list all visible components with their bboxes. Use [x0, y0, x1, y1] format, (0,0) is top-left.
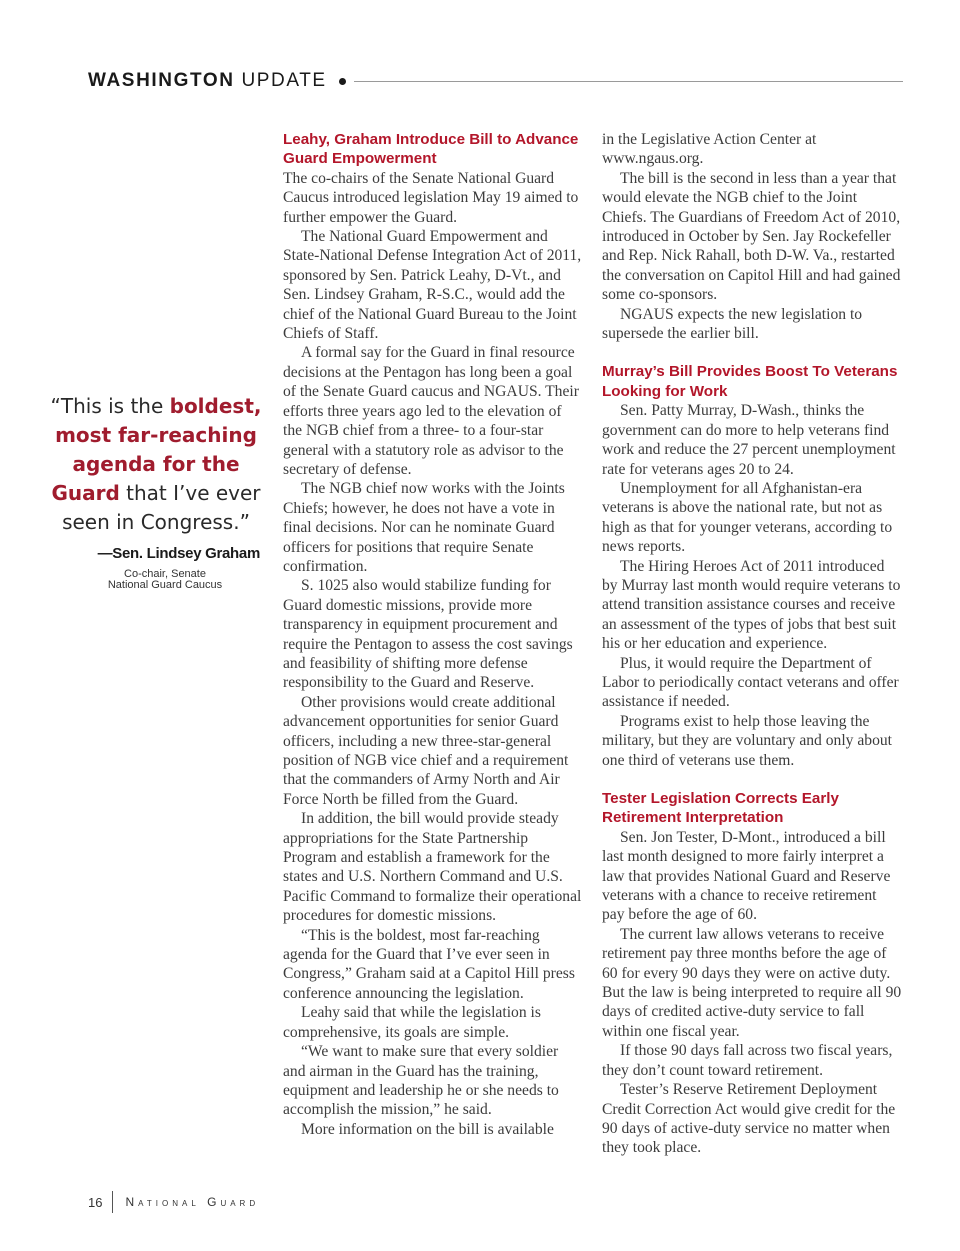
article-paragraph: “We want to make sure that every soldier and airman in the Guard has the training, equipment and leadership he or she needs to accomplish the mission,” he said.: [283, 1043, 559, 1119]
article-paragraph: Plus, it would require the Department of Labor to periodically contact veterans and offer assistance if needed.: [602, 654, 899, 711]
article-column-left: [283, 130, 583, 1139]
publication-name: National Guard: [125, 1195, 260, 1209]
article-paragraph: The bill is the second in less than a year that would elevate the NGB chief to the Joint Chiefs. The Guardians of Freedom Act of 2010, introduced in October by Sen. Jay Rockefeller and Rep. Nick Rahall, both D-W. Va., restarted the conversation on Capitol Hill and had gained some co-sponsors.: [602, 169, 901, 304]
section-spacer: [602, 770, 902, 789]
article-heading-leahy-graham: Leahy, Graham Introduce Bill to Advance Guard Empowerment: [283, 131, 579, 168]
article-paragraph: If those 90 days fall across two fiscal years, they don’t count toward retirement.: [602, 1042, 893, 1079]
article-paragraph: The current law allows veterans to receive retirement pay three months before the age of 60 for every 90 days they were on active duty. But the law is being interpreted to require all 90 days of credited active-duty service to fall within one fiscal year.: [602, 925, 902, 1040]
article-paragraph: Sen. Jon Tester, D-Mont., introduced a bill last month designed to more fairly interpret a law that provides National Guard and Reserve veterans with a chance to receive retirement pay before the age of 60.: [602, 828, 891, 924]
article-paragraph: More information on the bill is available: [301, 1120, 554, 1138]
article-paragraph: The Hiring Heroes Act of 2011 introduced by Murray last month would require veterans to attend transition assistance courses and receive an assessment of the types of jobs that best suit his or her education and experience.: [602, 557, 901, 653]
header-rule: [354, 81, 903, 82]
pull-quote-highlight: boldest, most far-reaching agenda for the Guard: [51, 394, 262, 505]
article-heading-tester: Tester Legislation Corrects Early Retirement Interpretation: [602, 790, 839, 827]
article-paragraph: Programs exist to help those leaving the military, but they are voluntary and only about one third of veterans use them.: [602, 712, 892, 769]
attribution-role-line-1: Co-chair, Senate: [124, 568, 206, 580]
section-title-rest: UPDATE: [241, 70, 327, 91]
article-paragraph: “This is the boldest, most far-reaching agenda for the Guard that I’ve ever seen in Congress,” Graham said at a Capitol Hill press conference announcing the legislation.: [283, 926, 575, 1002]
pull-quote: [50, 392, 262, 537]
section-title-bold: WASHINGTON: [88, 70, 235, 91]
pull-quote-text-1: “This is the: [50, 394, 170, 418]
pull-quote-attribution: —Sen. Lindsey Graham: [97, 545, 260, 562]
section-title: [88, 70, 327, 92]
article-paragraph: The co-chairs of the Senate National Guard Caucus introduced legislation May 19 aimed to further empower the Guard.: [283, 169, 579, 226]
article-paragraph: The NGB chief now works with the Joints Chiefs; however, he does not have a vote in final decisions. Nor can he nominate Guard officers for positions that require Senate confirmation.: [283, 480, 565, 575]
section-header: [88, 67, 903, 95]
section-spacer: [602, 343, 902, 362]
attribution-role: [90, 569, 240, 591]
footer-divider: [112, 1191, 113, 1213]
article-paragraph: The National Guard Empowerment and State-National Defense Integration Act of 2011, sponsored by Sen. Patrick Leahy, D-Vt., and Sen. Lindsey Graham, R-S.C., would add the chief of the National Guard Bureau to the Joint Chiefs of Staff.: [283, 228, 582, 343]
article-paragraph: In addition, the bill would provide steady appropriations for the State Partnership Program and establish a framework for the states and U.S. Northern Command and U.S. Pacific Command to formalize their operational procedures for domestic missions.: [283, 810, 582, 925]
article-paragraph: Sen. Patty Murray, D-Wash., thinks the government can do more to help veterans find work and reduce the 27 percent unemployment rate for veterans ages 20 to 24.: [602, 402, 896, 478]
article-paragraph: Unemployment for all Afghanistan-era veterans is above the national rate, but not as high as that for younger veterans, according to news reports.: [602, 479, 893, 556]
article-heading-murray: Murray’s Bill Provides Boost To Veterans Looking for Work: [602, 363, 898, 400]
page-number: 16: [88, 1194, 103, 1210]
article-paragraph: Leahy said that while the legislation is comprehensive, its goals are simple.: [283, 1004, 541, 1041]
page-footer: [88, 1190, 259, 1214]
article-paragraph: Tester’s Reserve Retirement Deployment Credit Correction Act would give credit for the 90 days of active-duty service no matter when they took place.: [602, 1081, 896, 1157]
attribution-role-line-2: National Guard Caucus: [107, 579, 223, 591]
article-paragraph: NGAUS expects the new legislation to supersede the earlier bill.: [602, 305, 863, 343]
article-paragraph: A formal say for the Guard in final resource decisions at the Pentagon has long been a goal of the Senate Guard caucus and NGAUS. Their efforts three years ago led to the elevation of the NGB chief from a three- to a four-star general with a statutory role as advisor to the secretary of defense.: [283, 344, 579, 478]
article-paragraph: in the Legislative Action Center at www.ngaus.org.: [602, 131, 817, 168]
article-column-right: [602, 130, 902, 1158]
article-paragraph: Other provisions would create additional advancement opportunities for senior Guard officers, including a new three-star-general position of NGB vice chief and a requirement that the commanders of Army North and Air Force North be filled from the Guard.: [283, 693, 569, 808]
pull-quote-text-2: that I’ve ever seen in Congress.”: [62, 481, 261, 534]
article-paragraph: S. 1025 also would stabilize funding for Guard domestic missions, provide more transparency in equipment procurement and require the Pentagon to assess the cost savings and feasibility of shifting more defense responsibility to the Guard and Reserve.: [283, 577, 573, 692]
bullet-dot-icon: [339, 78, 346, 85]
